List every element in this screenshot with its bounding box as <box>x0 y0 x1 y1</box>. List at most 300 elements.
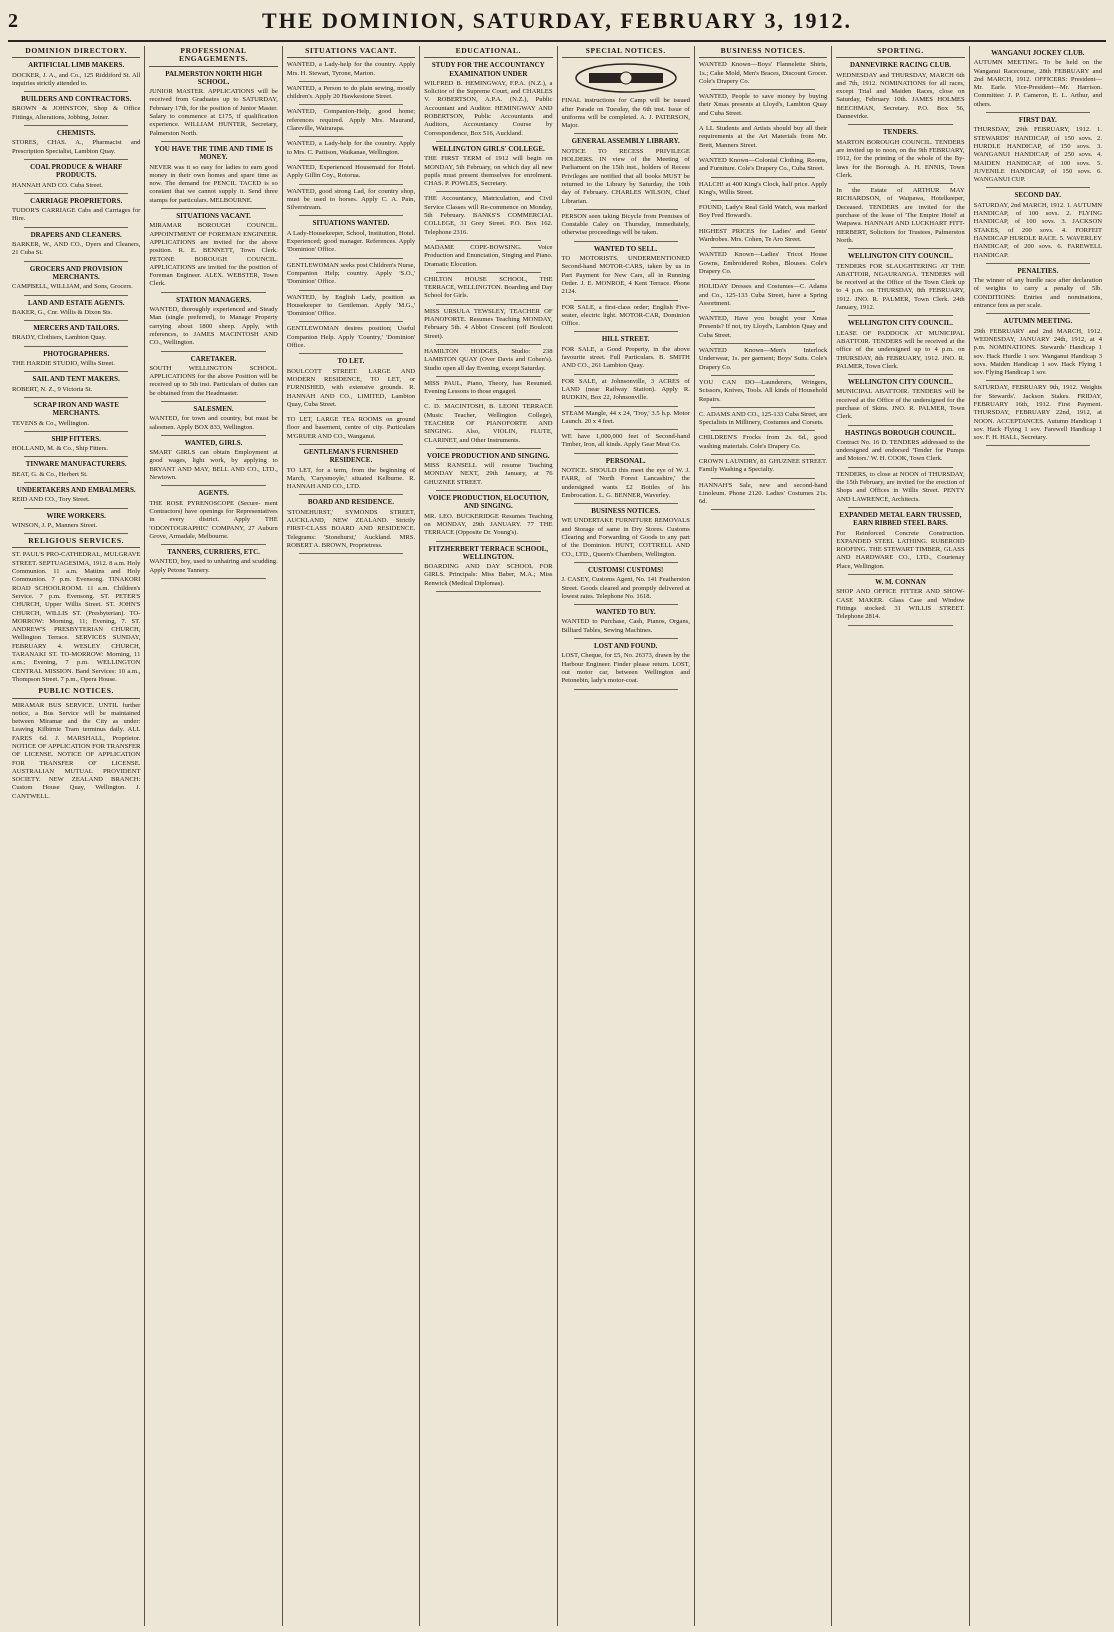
ad-divider <box>574 374 678 375</box>
ad-caption: DRAPERS AND CLEANERS. <box>30 230 122 239</box>
ad-divider <box>24 397 128 398</box>
ad-divider <box>848 625 952 626</box>
classified-ad <box>562 608 690 639</box>
classified-ad <box>424 403 552 448</box>
classified-ad <box>974 317 1102 381</box>
classified-ad <box>287 357 415 413</box>
column-header: SPORTING. <box>836 47 964 58</box>
ad-text: LEASE OF PADDOCK AT MUNICIPAL ABATTOIR. TENDERS will be received at the office of the undersigned up to 4 p.m. on THURSDAY, 8th FEBRUARY, 1912. JNO. R. PALMER, Town Clerk. <box>836 329 965 370</box>
ad-text: HIGHEST PRICES for Ladies' and Gents' Wardrobes. Mrs. Cohen, Te Aro Street. <box>698 227 828 244</box>
ad-text: THE ROSE PYRENOSCOPE (Secure- ment Contractors) have openings for Representatives in every district. Apply THE 'ODONTOGRAPHIC' COMPANY, 27 Auburn Grove, Armadale, Melbourne. <box>149 499 278 540</box>
classified-ad <box>149 212 277 293</box>
ad-divider <box>574 406 678 407</box>
classified-ad <box>699 482 827 511</box>
column-header: PROFESSIONAL ENGAGEMENTS. <box>149 47 277 67</box>
ad-divider <box>299 553 403 554</box>
classified-ad <box>562 213 690 242</box>
ad-divider <box>24 261 128 262</box>
ad-text: HANNAH'S Sale, new and second-hand Linoleum. Phone 2120. Ladies' Costumes 21s. 6d. <box>698 481 828 506</box>
ad-text: YOU CAN DO—Launderers, Wringers, Scissors, Knives, Tools. All kinds of Household Repairs. <box>698 378 828 403</box>
regiment-badge-icon <box>571 61 681 95</box>
ad-caption: CUSTOMS! CUSTOMS! <box>587 565 664 574</box>
ad-text: JUNIOR MASTER. APPLICATIONS will be received from Graduates up to SATURDAY, February 17th, for the position of Junior Master. Salary to commence at £175, if qualification experience. WILLIAM HUNTER, Secretary, Palmerston North. <box>149 88 278 137</box>
classified-ad <box>12 129 140 160</box>
ad-caption: MERCERS AND TAILORS. <box>33 324 120 333</box>
ad-divider <box>574 241 678 242</box>
classified-ad <box>424 145 552 192</box>
ad-text: WANTED, boy, used to unhairing and scudding. Apply Petone Tannery. <box>149 558 278 574</box>
ad-divider <box>24 125 128 126</box>
classified-ad <box>836 252 964 316</box>
ad-divider <box>848 248 952 249</box>
ad-text: HOLLAND, M. & Co., Ship Fitters. <box>12 445 108 453</box>
ad-caption: BUSINESS NOTICES. <box>591 507 661 516</box>
ad-text: BROWN & JOHNSTON, Shop & Office Fittings, Alterations, Jobbing, Joiner. <box>12 105 141 121</box>
ad-text: MUNICIPAL ABATTOIR. TENDERS will be received at the Office of the undersigned for the purchase of Skins. JNO. R. PALMER, Town Clerk. <box>836 388 965 421</box>
classified-ad <box>424 545 552 592</box>
ad-caption: WELLINGTON GIRLS' COLLEGE. <box>431 144 545 153</box>
section-text: ST. PAUL'S PRO-CATHEDRAL, MULGRAVE STREET. SEPTUAGESIMA, 1912. 8 a.m. Holy Communion. 11 a.m. Mattins and Holy Communion. 7 p.m. Evensong. TINAKORI ROAD SCHOOLROOM. 11 a.m. Children's Service. 7 p.m. Evensong. ST. PETER'S CHURCH, Upper Willis Street. ST. JOHN'S CHURCH, WILLIS ST. (Presbyterian). TO-MORROW: Morning, 11; Evening, 7. ST. ANDREW'S PRESBYTERIAN CHURCH, Wellington Terrace. SERVICES SUNDAY, FEBRUARY 4. WESLEY CHURCH, TARANAKI ST. TO-MORROW: Morning, 11 a.m.; Evening, 7 p.m. WELLINGTON CENTRAL MISSION. Band Services: 10 a.m., Thompson Street. 7 p.m., Opera House. <box>12 551 141 683</box>
ad-divider <box>24 346 128 347</box>
ad-divider <box>161 435 265 436</box>
classified-ad <box>149 489 277 545</box>
ad-text: FOR SALE, a first-class order; English Five-seater, electric light. MOTOR-CAR, Dominion Office. <box>561 303 690 328</box>
classified-ad <box>699 61 827 90</box>
column-header: SITUATIONS VACANT. <box>287 47 415 58</box>
column-sporting <box>832 46 969 1626</box>
ad-text: MISS URSULA TEWSLEY, TEACHER OF PIANOFORTE. Resumes Teaching MONDAY, February 5th. 4 Abbot Crescent (off Boulcott Street). <box>424 307 553 340</box>
ad-caption: TO LET. <box>337 357 365 366</box>
classified-ad <box>424 276 552 305</box>
ad-divider <box>711 153 815 154</box>
ad-divider <box>711 224 815 225</box>
ad-text: 'STONEHURST,' SYMONDS STREET, AUCKLAND, NEW ZEALAND. Strictly FIRST-CLASS BOARD AND RESIDENCE. Telegrams: 'Stonehurst,' Auckland. MRS. ROBERT A. BROWN, Proprietress. <box>286 508 416 549</box>
ad-text: WANTED, Have you bought your Xmas Presents? If not, try Lloyd's, Lambton Quay and Cuba Street. <box>698 315 828 339</box>
ad-divider <box>436 541 540 542</box>
ad-caption: SITUATIONS VACANT. <box>176 212 251 221</box>
ad-caption: LAND AND ESTATE AGENTS. <box>27 298 125 307</box>
classified-ad <box>562 433 690 454</box>
ad-divider <box>24 533 128 534</box>
ad-text: SOUTH WELLINGTON SCHOOL. APPLICATIONS for the above Position will be received up to 5th inst. Particulars of duties can be obtained from the Headmaster. <box>149 364 278 397</box>
ad-text: FOR SALE, a Good Property, in the above favourite street. Full Particulars. B. SMITH AND CO., 261 Lambton Quay. <box>561 345 690 370</box>
column-header: BUSINESS NOTICES. <box>699 47 827 58</box>
classified-ad <box>424 452 552 491</box>
ad-text: GENTLEWOMAN seeks post Children's Nurse, Companion Help; country. Apply 'S.O.,' 'Dominion' Office. <box>286 261 416 286</box>
ad-divider <box>986 263 1090 264</box>
classified-ad <box>699 458 827 479</box>
ad-caption: PHOTOGRAPHERS. <box>43 349 110 358</box>
classified-ad <box>699 315 827 344</box>
ad-text: HAMILTON HODGES, Studio: 238 LAMBTON QUAY (Over Davis and Cohen's). Studio open all day Evening, except Saturday. <box>424 347 553 372</box>
ad-text: Contract No. 16 D. TENDERS addressed to the undersigned and endorsed 'Tender for Pumps and Motors.' W. H. COOK, Town Clerk. <box>836 438 965 463</box>
classified-ad <box>12 231 140 262</box>
ad-text: TUDOR'S CARRIAGE Cabs and Carriages for Hire. <box>12 207 141 223</box>
ad-divider <box>986 313 1090 314</box>
ad-divider <box>161 141 265 142</box>
ad-divider <box>24 371 128 372</box>
ad-text: TENDERS FOR SLAUGHTERING AT THE ABATTOIR, NGAURANGA. TENDERS will be received at the Office of the Town Clerk up to 4 p.m. on THURSDAY, 8th FEBRUARY, 1912. JNO. R. PALMER, Town Clerk. 24th January, 1912. <box>836 262 965 312</box>
ad-text: WANTED, thoroughly experienced and Steady Man (single preferred), to Manage Property carrying about 1800 sheep. Apply, with references, to JAMES MACINTOSH AND CO., Wellington. <box>149 306 278 347</box>
ad-divider <box>299 136 403 137</box>
classified-ad <box>12 163 140 194</box>
ad-text: SHOP AND OFFICE FITTER AND SHOW-CASE MAKER. Glass Case and Window Fittings stocked. 31 WILLIS STREET. Telephone 2814. <box>836 588 965 621</box>
classified-ad <box>287 61 415 82</box>
classified-ad <box>562 245 690 301</box>
ad-divider <box>711 430 815 431</box>
ad-divider <box>848 183 952 184</box>
ad-text: TO LET, LARGE TEA ROOMS on ground floor and basement, centre of city. Particulars M'GRUER AND CO., Wanganui. <box>286 416 416 440</box>
classified-ad <box>562 410 690 431</box>
ad-text: SATURDAY, FEBRUARY 9th, 1912. Weights for Stewards'. Jackson Stakes. FRIDAY, FEBRUARY 16th, 1912. First Payment. THURSDAY, FEBRUARY 22nd, 1912, at NOON. ACCEPTANCES. Autumn Handicap 1 sov. Hack Flying 1 sov. Farewell Handicap 1 sov. F. H. HALL, Secretary. <box>973 384 1102 442</box>
classified-ad <box>424 494 552 541</box>
ad-caption: GROCERS AND PROVISION MERCHANTS. <box>29 264 123 281</box>
classified-ad <box>836 429 964 468</box>
ad-divider <box>436 272 540 273</box>
classified-ad <box>836 319 964 375</box>
ad-text: HALCH! at 400 King's Clock, half price. Apply King's, Willis Street. <box>698 180 828 196</box>
ad-divider <box>299 290 403 291</box>
ad-divider <box>711 311 815 312</box>
classified-ad <box>699 251 827 280</box>
classified-ad <box>12 401 140 432</box>
classified-ad <box>287 188 415 217</box>
classified-ad <box>974 116 1102 188</box>
ad-caption: PALMERSTON NORTH HIGH SCHOOL. <box>165 69 262 86</box>
classified-ad <box>12 95 140 126</box>
ad-text: FOUND, Lady's Real Gold Watch, was marked Boy Fred Howard's. <box>698 204 828 220</box>
ad-divider <box>161 208 265 209</box>
ad-caption: TANNERS, CURRIERS, ETC. <box>167 548 260 557</box>
ad-divider <box>299 258 403 259</box>
ad-text: TO MOTORISTS. UNDERMENTIONED Second-hand MOTOR-CARS, taken by us in Part Payment for New Cars, all in Running Order. J. E. MONROE, 4 Kent Terrace. Phone 2124. <box>561 255 690 296</box>
columns-container <box>8 46 1106 1626</box>
ad-text: WINSON, J. P., Manners Street. <box>12 521 98 529</box>
ad-divider <box>574 638 678 639</box>
ad-text: GENTLEWOMAN desires position; Useful Companion Help. Apply 'Country,' 'Dominion' Office. <box>286 325 416 350</box>
ad-caption: LOST AND FOUND. <box>593 642 658 651</box>
ad-divider <box>299 444 403 445</box>
ad-text: LOST, Cheque, for £5, No. 26373, drawn by the Harbour Engineer. Finder please return. LOST, out motor car, between Wellington and Petonebin, lady's motor-coat. <box>561 652 690 685</box>
ad-text: WE UNDERTAKE FURNITURE REMOVALS and Storage of same in Dry Stores. Customs Clearing and Forwarding of Goods to any part of the Dominion. HUNT, COTTRELL AND CO., LTD., Queen's Chambers, Wellington. <box>561 517 690 558</box>
ad-text: BOARDING AND DAY SCHOOL FOR GIRLS. Principals: Miss Baber, M.A.; Miss Renwick (Medical Diplomas). <box>424 563 553 587</box>
ad-text: WANTED, Companion-Help, good home; references required. Apply Mrs. Maurand, Clareville, Wairarapa. <box>286 108 416 133</box>
ad-list <box>562 97 690 689</box>
classified-ad <box>12 512 140 535</box>
ad-caption: PERSONAL. <box>605 456 646 465</box>
column-special-notices <box>558 46 695 1626</box>
ad-caption: AUTUMN MEETING. <box>1003 317 1073 326</box>
ad-text: NOTICE TO RECESS PRIVILEGE HOLDERS. IN view of the Meeting of Parliament on the 15th inst., holders of Recess Privileges are notified that all books MUST be returned to the Library by Saturday, the 10th day of February. CHARLES WILSON, Chief Librarian. <box>561 147 690 205</box>
ad-caption: COAL PRODUCE & WHARF PRODUCTS. <box>30 162 123 180</box>
ad-divider <box>436 376 540 377</box>
ad-caption: SCRAP IRON AND WASTE MERCHANTS. <box>33 400 119 418</box>
ad-caption: YOU HAVE THE TIME AND TIME IS MONEY. <box>154 144 273 162</box>
ad-divider <box>299 160 403 161</box>
ad-divider <box>848 374 952 375</box>
ad-divider <box>436 191 540 192</box>
ad-text: WANTED, a Person to do plain sewing, mostly children's. Apply 20 Hawkestone Street. <box>286 84 416 101</box>
classified-ad <box>12 324 140 347</box>
ad-text: WE have 1,000,000 feet of Second-hand Timber, Iron, all kinds. Apply Gear Meat Co. <box>561 433 690 449</box>
ad-divider <box>436 591 540 592</box>
ad-caption: TENDERS. <box>883 128 918 137</box>
classified-ad <box>12 460 140 483</box>
classified-ad <box>12 486 140 509</box>
section-header: PUBLIC NOTICES. <box>12 687 140 698</box>
ad-divider <box>711 509 815 510</box>
ad-text: C. ADAMS AND CO., 125-133 Cuba Street, are Specialists in Millinery, Costumes and Corsets. <box>698 410 828 427</box>
classified-ad <box>287 448 415 495</box>
classified-ad <box>287 108 415 137</box>
ad-list <box>974 49 1102 446</box>
classified-ad <box>562 566 690 605</box>
ad-list <box>424 61 552 592</box>
ad-text: AUTUMN MEETING. To be held on the Wanganui Racecourse, 28th FEBRUARY and 2nd MARCH, 1912. OFFICERS: President—Mr. Earle. Vice-President—Mr. Harrison. Committee: J. P. Cameron, E. L. Arthur, and others. <box>973 59 1102 108</box>
classified-ad <box>974 384 1102 446</box>
ad-text: WANTED to Purchase, Cash, Pianos, Organs, Billiard Tables, Sewing Machines. <box>561 618 690 634</box>
ad-divider <box>711 407 815 408</box>
ad-divider <box>436 399 540 400</box>
ad-caption: WELLINGTON CITY COUNCIL. <box>848 252 953 261</box>
classified-ad <box>424 195 552 240</box>
ad-list <box>12 61 140 534</box>
ad-text: 29th FEBRUARY and 2nd MARCH, 1912. WEDNESDAY, JANUARY 24th, 1912, at 4 p.m. NOMINATIONS. Stewards' Handicap 1 sov. Hack Hurdle 1 sov. Wanganui Handicap 3 sovs. Maiden Handicap 1 sov. Hack Flying 1 sov. Flying Handicap 1 sov. <box>973 327 1102 377</box>
classified-ad <box>562 457 690 504</box>
ad-divider <box>436 344 540 345</box>
ad-caption: WANTED, GIRLS. <box>184 438 243 447</box>
ad-divider <box>711 200 815 201</box>
classified-ad <box>149 439 277 486</box>
ad-text: CROWN LAUNDRY, 81 GHUZNEE STREET. Family Washing a Specialty. <box>698 457 828 474</box>
classified-ad <box>699 347 827 376</box>
column-header: EDUCATIONAL. <box>424 47 552 58</box>
ad-text: BEAT, G. & Co., Herbert St. <box>12 470 88 478</box>
classified-ad <box>836 578 964 625</box>
ad-text: A LL Students and Artists should buy all their requirements at the Art Materials from Mr. Brett, Manners Street. <box>698 125 828 149</box>
classified-ad <box>562 378 690 407</box>
ad-divider <box>574 689 678 690</box>
ad-text: CHILDREN'S Frocks from 2s. 6d., good washing materials. Cole's Drapery Co. <box>698 434 828 450</box>
ad-divider <box>574 604 678 605</box>
ad-text: WANTED Known—Colonial Clothing, Rooms, and Furniture. Cole's Drapery Co., Cuba Street. <box>698 156 828 173</box>
ad-list <box>836 61 964 625</box>
ad-text: TEVENS & Co., Wellington. <box>12 419 90 427</box>
classified-ad <box>836 511 964 575</box>
classified-ad <box>12 265 140 296</box>
ad-caption: WANTED TO BUY. <box>595 608 656 617</box>
section-header: RELIGIOUS SERVICES. <box>12 537 140 548</box>
ad-text: DOCKER, J. A., and Co., 125 Riddiford St. All inquiries strictly attended to. <box>12 71 141 87</box>
ad-text: MADAME COPE-BOWSING. Voice Production and Enunciation, Singing and Piano. Dramatic Elocution. <box>424 243 553 268</box>
ad-caption: BUILDERS AND CONTRACTORS. <box>21 95 132 104</box>
ad-text: WEDNESDAY and THURSDAY, MARCH 6th and 7th, 1912. NOMINATIONS for all races, except Trial and Maiden Races, close on Saturday, February 10th. JAMES HOLMES BEECHMAN, Secretary. P.O. Box 56, Dannevirke. <box>836 71 965 121</box>
masthead <box>8 6 1106 42</box>
classified-ad <box>699 157 827 178</box>
ad-caption: TINWARE MANUFACTURERS. <box>25 460 127 469</box>
ad-text: CHILTON HOUSE SCHOOL, THE TERRACE, WELLINGTON. Boarding and Day School for Girls. <box>424 275 553 300</box>
classified-ad <box>424 308 552 345</box>
ad-caption: SALESMEN. <box>193 404 234 413</box>
ad-divider <box>299 321 403 322</box>
classified-ad <box>562 507 690 563</box>
classified-ad <box>287 219 415 258</box>
classified-ad <box>699 283 827 312</box>
ad-caption: SECOND DAY. <box>1014 191 1062 200</box>
ad-text: C. D. MACINTOSH, B. LEONI TERRACE (Music Teacher, Wellington College), TEACHER OF PIANOFORTE AND SINGING. Also, VIOLIN, FLUTE, CLARINET, and Other Instruments. <box>424 403 553 444</box>
ad-divider <box>161 578 265 579</box>
ad-divider <box>24 295 128 296</box>
ad-divider <box>24 91 128 92</box>
ad-divider <box>711 478 815 479</box>
ad-divider <box>299 215 403 216</box>
ad-divider <box>299 494 403 495</box>
ad-caption: W. M. CONNAN <box>875 578 926 587</box>
ad-text: THURSDAY, 29th FEBRUARY, 1912. 1. STEWARDS' HANDICAP, of 150 sovs. 2. HURDLE HANDICAP, of 150 sovs. 3. WANGANUI HANDICAP, of 250 sovs. 4. MAIDEN HANDICAP, of 100 sovs. 5. JUVENILE HANDICAP, of 150 sovs. 6. WANGANUI CUP. <box>973 126 1102 184</box>
ad-text: BOULCOTT STREET. LARGE AND MODERN RESIDENCE, TO LET, or FURNISHED, with extensive grounds. R. HANNAH AND CO., LIMITED, Lambton Quay, Cuba Street. <box>286 367 416 408</box>
ad-divider <box>574 503 678 504</box>
column-professional <box>145 46 282 1626</box>
column-header: DOMINION DIRECTORY. <box>12 47 140 58</box>
ad-divider <box>711 177 815 178</box>
ad-text: For Reinforced Concrete Construction. EXPANDED STEEL LATHING. RUBEROID ROOFING. THE STEWART TIMBER, GLASS AND HARDWARE CO., LTD., Courtenay Place, Wellington. <box>836 529 965 570</box>
ad-divider <box>574 562 678 563</box>
ad-divider <box>986 380 1090 381</box>
ad-caption: STUDY FOR THE ACCOUNTANCY EXAMINATION UNDER <box>431 61 545 78</box>
ad-text: J. CASEY, Customs Agent, No. 141 Featherston Street. Goods cleared and promptly delivered at lowest rates. Telephone No. 1618. <box>561 576 690 600</box>
classified-ad <box>12 61 140 92</box>
classified-ad <box>562 97 690 134</box>
ad-divider <box>24 227 128 228</box>
ad-text: THE Accountancy, Matriculation, and Civil Service Classes will Re-commence on Monday, 5th February. BANKS'S COMMERCIAL COLLEGE, 31 Grey Street. P.O. Box 162. Telephone 2316. <box>424 195 553 236</box>
ad-caption: HILL STREET. <box>601 335 650 344</box>
ad-divider <box>24 482 128 483</box>
ad-text: WANTED, by English Lady, position as Housekeeper to Gentleman. Apply 'M.G.,' 'Dominion' Office. <box>286 293 416 318</box>
ad-divider <box>574 331 678 332</box>
ad-caption: SHIP FITTERS. <box>51 434 101 443</box>
classified-ad <box>836 471 964 508</box>
ad-divider <box>299 184 403 185</box>
classified-ad <box>424 348 552 377</box>
ad-caption: SAIL AND TENT MAKERS. <box>32 375 120 384</box>
ad-divider <box>848 124 952 125</box>
column-racing <box>970 46 1106 1626</box>
ad-text: ROBERT, N. Z., 9 Victoria St. <box>12 385 93 393</box>
ad-caption: WANGANUI JOCKEY CLUB. <box>991 49 1085 57</box>
ad-text: WANTED, Experienced Housemaid for Hotel. Apply Gillin Coy., Rotorua. <box>286 163 416 180</box>
ad-text: BARKER, W., AND CO., Dyers and Cleaners, 21 Cuba St. <box>12 241 141 257</box>
ad-divider <box>848 507 952 508</box>
ad-divider <box>711 121 815 122</box>
ad-text: WANTED Known—Men's Interlock Underwear, 1s. per garment; Boys' Suits. Cole's Drapery Co. <box>698 347 828 371</box>
classified-ad <box>287 498 415 554</box>
ad-divider <box>161 544 265 545</box>
classified-ad <box>562 137 690 209</box>
classified-ad <box>424 61 552 142</box>
ad-list <box>149 70 277 579</box>
ad-divider <box>436 240 540 241</box>
ad-divider <box>436 141 540 142</box>
classified-ad <box>836 378 964 425</box>
ad-divider <box>436 304 540 305</box>
classified-ad <box>12 299 140 322</box>
ad-caption: CHEMISTS. <box>56 129 96 138</box>
ad-text: WANTED, for town and country, but must be salesmen. Apply BOX 833, Wellington. <box>149 415 278 431</box>
newspaper-title: THE DOMINION, SATURDAY, FEBRUARY 3, 1912. <box>262 8 852 33</box>
ad-text: WANTED Known—Boys' Flannelette Shirts, 1s.; Cake Mold, Men's Braces, Discount Grocer. Cole's Drapery Co. <box>698 61 828 85</box>
ad-divider <box>436 448 540 449</box>
ad-caption: SITUATIONS WANTED. <box>312 219 390 228</box>
ad-caption: VOICE PRODUCTION, ELOCUTION, AND SINGING. <box>428 494 549 511</box>
ad-divider <box>24 193 128 194</box>
ad-text: WANTED, a Lady-help for the country. Apply Mrs. H. Stewart, Tyrone, Marton. <box>286 61 416 77</box>
classified-ad <box>149 296 277 352</box>
ad-text: TENDERS, to close at NOON of THURSDAY, the 15th February, are invited for the erection of Shops and Offices in Willis Street. PENTY AND LAWRENCE, Architects. <box>836 470 965 503</box>
ad-caption: STATION MANAGERS. <box>176 295 251 304</box>
ad-text: THE HARDIE STUDIO, Willis Street. <box>12 360 115 368</box>
classified-ad <box>12 197 140 228</box>
classified-ad <box>699 204 827 225</box>
ad-caption: AGENTS. <box>198 489 229 498</box>
ad-divider <box>574 133 678 134</box>
ad-divider <box>299 412 403 413</box>
classified-ad <box>699 125 827 154</box>
classified-ad <box>287 416 415 445</box>
ad-divider <box>24 508 128 509</box>
classified-ad <box>699 228 827 249</box>
classified-ad <box>149 355 277 402</box>
ad-divider <box>161 292 265 293</box>
classified-ad <box>12 350 140 373</box>
ad-caption: ARTIFICIAL LIMB MAKERS. <box>28 61 125 70</box>
ad-caption: WELLINGTON CITY COUNCIL. <box>848 319 953 328</box>
ad-divider <box>299 353 403 354</box>
ad-caption: FITZHERBERT TERRACE SCHOOL, WELLINGTON. <box>428 544 549 561</box>
ad-caption: CARRIAGE PROPRIETORS. <box>30 196 123 205</box>
ad-divider <box>574 429 678 430</box>
ad-caption: PENALTIES. <box>1017 266 1059 275</box>
ad-text: HOLIDAY Dresses and Costumes—C. Adams and Co., 125-133 Cuba Street, have a Spring Assortment. <box>698 283 828 307</box>
ad-text: WILFRED B. HEMINGWAY, F.P.A. (N.Z.), a Solicitor of the Supreme Court, and CHARLES V. ROBERTSON, A.P.A. (N.Z.), Public Accountant and Auditor. HEMINGWAY AND ROBERTSON, Public Accountants and Auditors, Accountancy Course by Correspondence, Box 516, Auckland. <box>424 79 553 137</box>
ad-text: WANTED, a Lady-help for the country. Apply to Mrs. C. Pattison, Waikanae, Wellington. <box>286 140 416 156</box>
ad-caption: GENERAL ASSEMBLY LIBRARY. <box>571 137 680 146</box>
ad-divider <box>24 431 128 432</box>
ad-caption: VOICE PRODUCTION AND SINGING. <box>426 451 550 460</box>
ad-text: FOR SALE, at Johnsonville, 3 ACRES of LAND (near Railway Station). Apply R. RUDKIN, Box 22, Johnsonville. <box>561 377 690 402</box>
classified-ad <box>836 128 964 184</box>
classified-ad <box>12 375 140 398</box>
ad-text: A Lady-Housekeeper, School, Institution, Hotel. Experienced; good manager. References. Apply 'Dominion' Office. <box>286 229 416 254</box>
ad-text: NOTICE. SHOULD this meet the eye of W. J. FARR, of 'North Forest Lancashire,' the undersigned wants £2 Bottles of his Embrocation. L. G. BENNER, Waverley. <box>561 466 690 499</box>
classified-ad <box>287 294 415 323</box>
ad-divider <box>24 320 128 321</box>
classified-ad <box>149 548 277 579</box>
ad-divider <box>986 112 1090 113</box>
ad-caption: DANNEVIRKE RACING CLUB. <box>849 61 951 70</box>
ad-text: CAMPBELL, WILLIAM, and Sons, Grocers. <box>12 283 133 291</box>
classified-ad <box>699 434 827 455</box>
classified-ad <box>974 267 1102 314</box>
ad-caption: UNDERTAKERS AND EMBALMERS. <box>16 485 136 494</box>
classified-ad <box>562 335 690 374</box>
ad-divider <box>299 104 403 105</box>
column-directory <box>8 46 145 1626</box>
ad-text: SATURDAY, 2nd MARCH, 1912. 1. AUTUMN HANDICAP, of 100 sovs. 2. FLYING HANDICAP, of 100 sovs. 3. JACKSON STAKES, of 200 sovs. 4. FORFEIT HANDICAP HURDLE RACE. 5. WAVERLEY HANDICAP, of 200 sovs. 6. FAREWELL HANDICAP. <box>973 201 1102 259</box>
classified-ad <box>562 304 690 333</box>
ad-list <box>699 61 827 510</box>
ad-divider <box>711 279 815 280</box>
ad-text: STEAM Mangle, 44 x 24, 'Troy,' 3.5 h.p. Motor Launch. 20 x 4 feet. <box>561 409 690 425</box>
